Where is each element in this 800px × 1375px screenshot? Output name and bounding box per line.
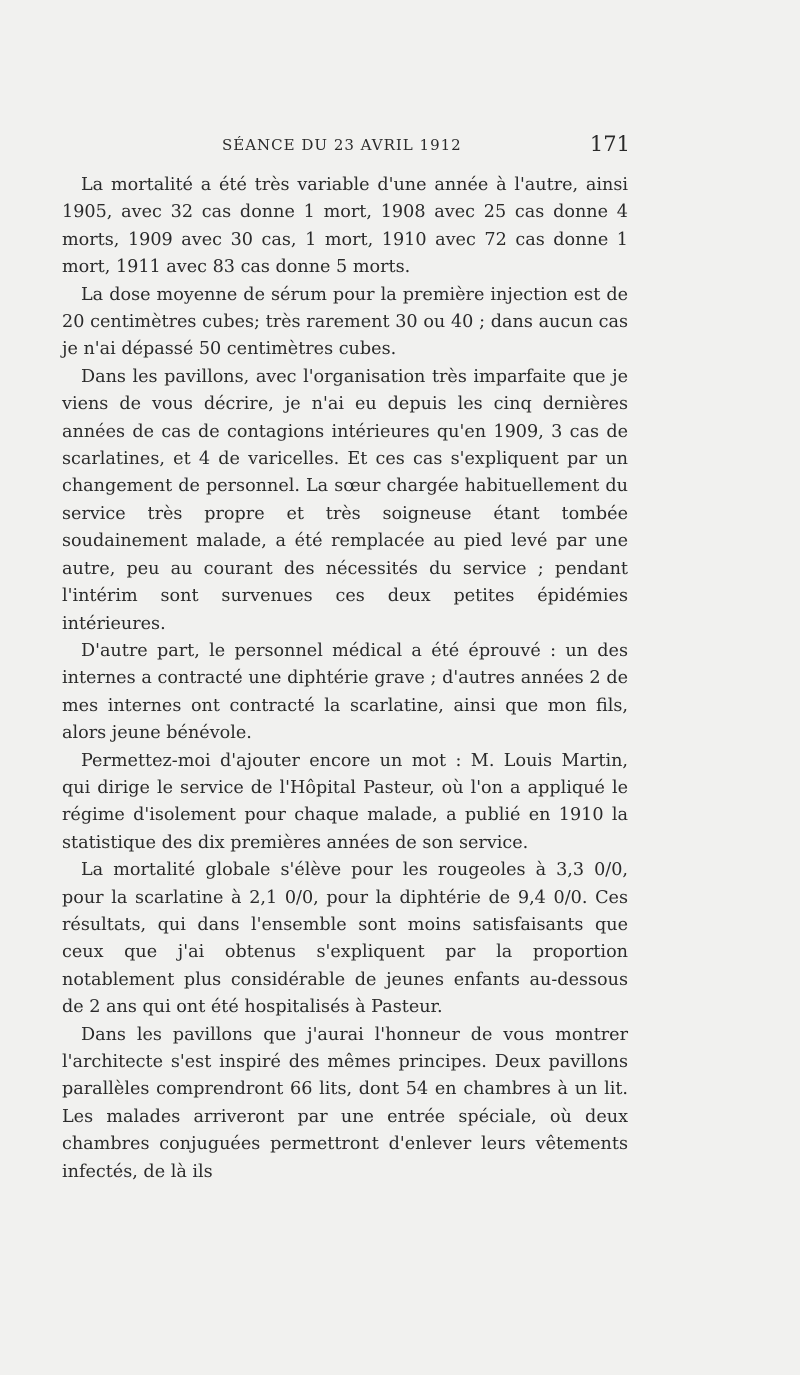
paragraph-pavilions-contagion: Dans les pavillons, avec l'organisation très imparfaite que je viens de vous décrire, je n'ai eu depuis les cinq dernières années de cas de contagions intérieures qu'en 1909, 3 cas de scarlatines, et 4 de varicelles. Et ces cas s'expliquent par un changement de personnel. La sœur chargée habituellement du service très propre et très soigneuse étant tombée soudainement malade, a été remplacée au pied levé par une autre, peu au courant des nécessités du service ; pendant l'intérim sont survenues ces deux petites épidémies intérieures.	[62, 366, 628, 634]
paragraph-serum-dose: La dose moyenne de sérum pour la première injection est de 20 centimètres cubes; très rarement 30 ou 40 ; dans aucun cas je n'ai dépassé 50 centimètres cubes.	[62, 284, 628, 360]
page-number: 171	[589, 132, 630, 156]
paragraph-hopital-pasteur: Permettez-moi d'ajouter encore un mot : M. Louis Martin, qui dirige le service de l'Hôpital Pasteur, où l'on a appliqué le régime d'isolement pour chaque malade, a publié en 1910 la statistique des dix premières années de son service.	[62, 750, 628, 853]
paragraph-mortality: La mortalité a été très variable d'une année à l'autre, ainsi 1905, avec 32 cas donne 1 mort, 1908 avec 25 cas donne 4 morts, 1909 avec 30 cas, 1 mort, 1910 avec 72 cas donne 1 mort, 1911 avec 83 cas donne 5 morts.	[62, 175, 628, 278]
page-header	[62, 132, 630, 162]
running-head: SÉANCE DU 23 AVRIL 1912	[222, 136, 462, 154]
body-text	[62, 172, 628, 1186]
paragraph-medical-staff: D'autre part, le personnel médical a été éprouvé : un des internes a contracté une diphtérie grave ; d'autres années 2 de mes internes ont contracté la scarlatine, ainsi que mon fils, alors jeune bénévole.	[62, 640, 628, 744]
paragraph-global-mortality: La mortalité globale s'élève pour les rougeoles à 3,3 0/0, pour la scarlatine à 2,1 0/0, pour la diphtérie de 9,4 0/0. Ces résultats, qui dans l'ensemble sont moins satisfaisants que ceux que j'ai obtenus s'expliquent par la proportion notablement plus considérable de jeunes enfants au-dessous de 2 ans qui ont été hospitalisés à Pasteur.	[62, 860, 628, 1018]
paragraph-new-pavilions: Dans les pavillons que j'aurai l'honneur de vous montrer l'architecte s'est inspiré des mêmes principes. Deux pavillons parallèles comprendront 66 lits, dont 54 en chambres à un lit. Les malades arriveront par une entrée spéciale, où deux chambres conjuguées permettront d'enlever leurs vêtements infectés, de là ils	[62, 1024, 628, 1182]
